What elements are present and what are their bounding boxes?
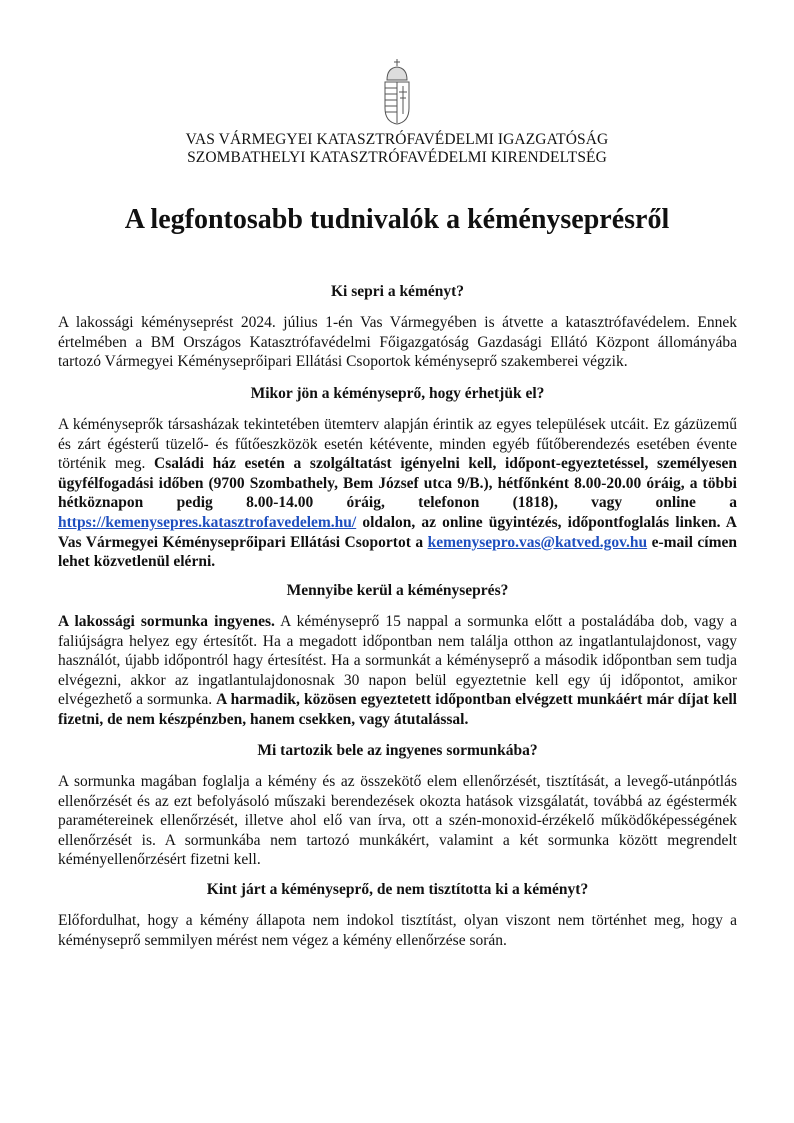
paragraph-text: A kéményseprők társasházak tekintetében ütemterv alapján érintik az egyes települések utcáit. Ez gázüzemű és zárt égésterű tüzelő- és fűtőeszközök esetén kétévente, minden egyéb fűtőberendezés esetében évente történik meg.: [58, 416, 737, 473]
paragraph-bold-text: oldalon, az online ügyintézés, időpontfoglalás linken. A Vas Vármegyei Kéményseprőipari Ellátási Csoportot a: [58, 513, 737, 551]
section-paragraph: A lakossági kéményseprést 2024. július 1-én Vas Vármegyében is átvette a katasztrófavédelem. Ennek értelmében a BM Országos Katasztrófavédelmi Főigazgatóság Gazdasági Ellátó Központ állományába tartozó Vármegyei Kéményseprőipari Ellátási Csoportok kéményseprő szakemberei végzik.: [58, 314, 737, 371]
paragraph-bold-text: A harmadik, közösen egyeztetett időpontban elvégzett munkáért már díjat kell fizetni, de nem készpénzben, hanem csekken, vagy átutalással.: [58, 691, 737, 728]
paragraph-text: A kéményseprő 15 nappal a sormunka előtt a postaládába dob, vagy a faliújságra helyez egy értesítőt. Ha a megadott időpontban nem találja otthon az ingatlantulajdonost, vagy használót, újabb időpontról hagy értesítést. Ha a sormunkát a kéményseprő a második időpontban sem tudja elvégezni, akkor az ingatlantulajdonosnak 30 napon belül egyeztetnie kell egy új időpontot, amikor elvégezhető a sormunka.: [58, 613, 737, 709]
section-included-body: [58, 772, 737, 870]
org-name-line-1: VAS VÁRMEGYEI KATASZTRÓFAVÉDELMI IGAZGATÓSÁG: [185, 131, 609, 148]
org-name-line-2: SZOMBATHELYI KATASZTRÓFAVÉDELMI KIRENDELTSÉG: [187, 149, 607, 166]
paragraph-bold-text: Családi ház esetén a szolgáltatást igényelni kell, időpont-egyeztetéssel, személyesen ügyfélfogadási időben (9700 Szombathely, Bem József utca 9/B.), hétfőnként 8.00-20.00 óráig, a többi hétköznapon pedig 8.00-14.00 óráig, telefonon (1818), vagy online a: [58, 455, 737, 512]
paragraph-bold-text: A lakossági sormunka ingyenes.: [58, 613, 275, 630]
section-not-cleaned: [58, 880, 737, 900]
section-when-contact: [58, 384, 737, 404]
section-heading: Mennyibe kerül a kéményseprés?: [286, 582, 509, 599]
hungarian-coat-of-arms-icon: [378, 58, 416, 126]
section-cost-body: [58, 612, 737, 730]
document-title: A legfontosabb tudnivalók a kéményseprésről: [124, 204, 670, 235]
section-cost: [58, 581, 737, 601]
section-when-contact-body: [58, 415, 737, 572]
section-included: [58, 741, 737, 761]
section-not-cleaned-body: [58, 911, 737, 950]
online-booking-link[interactable]: https://kemenysepres.katasztrofavedelem.hu/: [58, 513, 357, 531]
email-link[interactable]: kemenysepro.vas@katved.gov.hu: [427, 533, 648, 551]
section-heading: Mi tartozik bele az ingyenes sormunkába?: [257, 742, 538, 759]
section-who-sweeps-body: [58, 313, 737, 372]
section-who-sweeps: [58, 282, 737, 302]
section-paragraph: [58, 415, 737, 572]
section-paragraph: Előfordulhat, hogy a kémény állapota nem indokol tisztítást, olyan viszont nem történhet meg, hogy a kéményseprő semmilyen mérést nem végez a kémény ellenőrzése során.: [58, 912, 737, 949]
section-paragraph: [58, 612, 737, 730]
paragraph-bold-text: e-mail címen lehet közvetlenül elérni.: [58, 533, 737, 571]
section-paragraph: A sormunka magában foglalja a kémény és az összekötő elem ellenőrzését, tisztítását, a levegő-utánpótlás ellenőrzését és az ezt befolyásoló műszaki berendezések okozta hatások vizsgálatát, továbbá az égéstermék paramétereinek ellenőrzését, illetve ahol elő van írva, ott a szén-monoxid-érzékelő működőképességének ellenőrzését is. A sormunkába nem tartozó munkákért, valamint a két sormunka között megrendelt kéményellenőrzésért fizetni kell.: [58, 773, 737, 869]
section-heading: Kint járt a kéményseprő, de nem tisztította ki a kéményt?: [206, 881, 589, 898]
section-heading: Mikor jön a kéményseprő, hogy érhetjük el?: [250, 385, 545, 402]
section-heading: Ki sepri a kéményt?: [330, 283, 465, 300]
